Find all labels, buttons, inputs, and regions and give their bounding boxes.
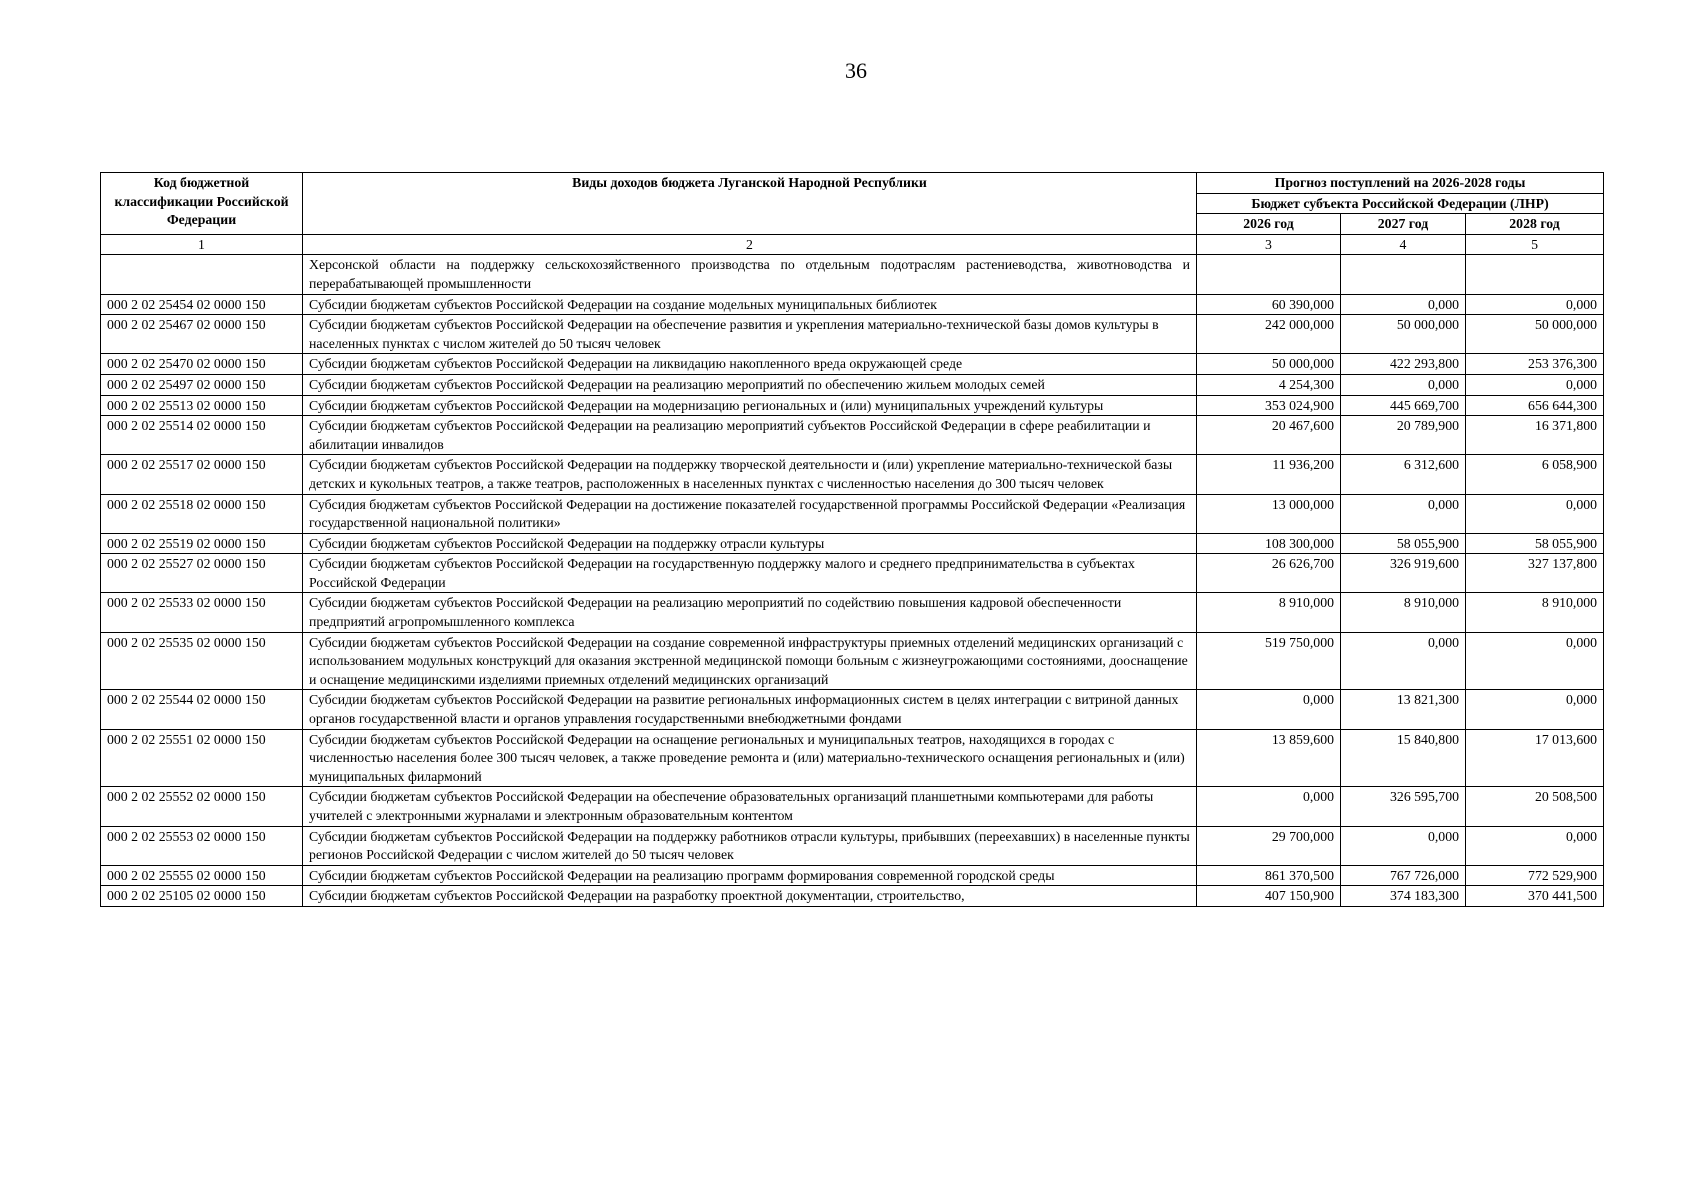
value-2027-cell: 0,000 [1341, 494, 1466, 533]
table-row [101, 294, 1604, 315]
table-row [101, 690, 1604, 729]
budget-code-cell: 000 2 02 25518 02 0000 150 [101, 494, 303, 533]
value-2026-cell: 20 467,600 [1197, 416, 1341, 455]
value-2027-cell: 58 055,900 [1341, 533, 1466, 554]
value-2028-cell: 772 529,900 [1466, 865, 1604, 886]
page-number: 36 [845, 58, 867, 83]
header-description-column: Виды доходов бюджета Луганской Народной Республики [303, 173, 1197, 235]
header-code-column: Код бюджетной классификации Российской Федерации [101, 173, 303, 235]
value-2027-cell: 0,000 [1341, 632, 1466, 690]
value-2028-cell: 0,000 [1466, 374, 1604, 395]
budget-code-cell: 000 2 02 25552 02 0000 150 [101, 787, 303, 826]
value-2028-cell: 656 644,300 [1466, 395, 1604, 416]
value-2026-cell: 26 626,700 [1197, 554, 1341, 593]
value-2026-cell: 11 936,200 [1197, 455, 1341, 494]
budget-code-cell: 000 2 02 25467 02 0000 150 [101, 315, 303, 354]
revenue-description-cell: Субсидии бюджетам субъектов Российской Федерации на поддержку отрасли культуры [303, 533, 1197, 554]
value-2027-cell: 326 919,600 [1341, 554, 1466, 593]
value-2028-cell: 20 508,500 [1466, 787, 1604, 826]
value-2027-cell: 767 726,000 [1341, 865, 1466, 886]
value-2028-cell: 0,000 [1466, 690, 1604, 729]
value-2027-cell: 0,000 [1341, 374, 1466, 395]
budget-code-cell [101, 255, 303, 294]
column-number: 3 [1197, 234, 1341, 255]
budget-code-cell: 000 2 02 25555 02 0000 150 [101, 865, 303, 886]
budget-code-cell: 000 2 02 25514 02 0000 150 [101, 416, 303, 455]
value-2026-cell: 29 700,000 [1197, 826, 1341, 865]
header-year-2027: 2027 год [1341, 214, 1466, 235]
budget-code-cell: 000 2 02 25454 02 0000 150 [101, 294, 303, 315]
value-2026-cell: 13 859,600 [1197, 729, 1341, 787]
budget-code-cell: 000 2 02 25551 02 0000 150 [101, 729, 303, 787]
value-2026-cell: 8 910,000 [1197, 593, 1341, 632]
revenue-description-cell: Субсидии бюджетам субъектов Российской Федерации на реализацию программ формирования современной городской среды [303, 865, 1197, 886]
table-row [101, 729, 1604, 787]
value-2027-cell [1341, 255, 1466, 294]
header-forecast: Прогноз поступлений на 2026-2028 годы [1197, 173, 1604, 194]
table-row [101, 865, 1604, 886]
value-2027-cell: 445 669,700 [1341, 395, 1466, 416]
column-numbers-row [101, 234, 1604, 255]
value-2026-cell: 519 750,000 [1197, 632, 1341, 690]
revenue-description-cell: Субсидии бюджетам субъектов Российской Федерации на реализацию мероприятий по содействию повышения кадровой обеспеченности предприятий агропромышленного комплекса [303, 593, 1197, 632]
table-row [101, 395, 1604, 416]
value-2026-cell [1197, 255, 1341, 294]
value-2027-cell: 15 840,800 [1341, 729, 1466, 787]
value-2027-cell: 8 910,000 [1341, 593, 1466, 632]
value-2027-cell: 50 000,000 [1341, 315, 1466, 354]
value-2026-cell: 50 000,000 [1197, 354, 1341, 375]
value-2028-cell: 0,000 [1466, 632, 1604, 690]
value-2028-cell [1466, 255, 1604, 294]
value-2026-cell: 13 000,000 [1197, 494, 1341, 533]
table-row [101, 632, 1604, 690]
value-2028-cell: 370 441,500 [1466, 886, 1604, 907]
revenue-description-cell: Субсидии бюджетам субъектов Российской Федерации на государственную поддержку малого и среднего предпринимательства в субъектах Российской Федерации [303, 554, 1197, 593]
table-body [101, 255, 1604, 907]
value-2028-cell: 50 000,000 [1466, 315, 1604, 354]
budget-code-cell: 000 2 02 25519 02 0000 150 [101, 533, 303, 554]
revenue-description-cell: Субсидии бюджетам субъектов Российской Федерации на разработку проектной документации, строительство, [303, 886, 1197, 907]
table-row [101, 533, 1604, 554]
value-2026-cell: 407 150,900 [1197, 886, 1341, 907]
revenue-description-cell: Субсидия бюджетам субъектов Российской Федерации на достижение показателей государственной программы Российской Федерации «Реализация государственной национальной политики» [303, 494, 1197, 533]
value-2026-cell: 0,000 [1197, 787, 1341, 826]
budget-code-cell: 000 2 02 25535 02 0000 150 [101, 632, 303, 690]
value-2027-cell: 374 183,300 [1341, 886, 1466, 907]
value-2027-cell: 20 789,900 [1341, 416, 1466, 455]
revenue-description-cell: Субсидии бюджетам субъектов Российской Федерации на создание модельных муниципальных библиотек [303, 294, 1197, 315]
revenue-description-cell: Субсидии бюджетам субъектов Российской Федерации на оснащение региональных и муниципальных театров, находящихся в городах с численностью населения более 300 тысяч человек, а также проведение ремонта и (или) материально-технического оснащения региональных и (или) муниципальных филармоний [303, 729, 1197, 787]
table-row [101, 886, 1604, 907]
value-2026-cell: 60 390,000 [1197, 294, 1341, 315]
value-2028-cell: 8 910,000 [1466, 593, 1604, 632]
table-row [101, 315, 1604, 354]
header-budget-subject: Бюджет субъекта Российской Федерации (ЛНР) [1197, 193, 1604, 214]
value-2027-cell: 422 293,800 [1341, 354, 1466, 375]
value-2028-cell: 0,000 [1466, 294, 1604, 315]
budget-code-cell: 000 2 02 25527 02 0000 150 [101, 554, 303, 593]
budget-revenue-table [100, 172, 1604, 907]
revenue-description-cell: Субсидии бюджетам субъектов Российской Федерации на реализацию мероприятий субъектов Российской Федерации в сфере реабилитации и абилитации инвалидов [303, 416, 1197, 455]
table-row [101, 255, 1604, 294]
value-2027-cell: 326 595,700 [1341, 787, 1466, 826]
column-number: 2 [303, 234, 1197, 255]
value-2028-cell: 327 137,800 [1466, 554, 1604, 593]
value-2028-cell: 0,000 [1466, 494, 1604, 533]
value-2028-cell: 16 371,800 [1466, 416, 1604, 455]
value-2028-cell: 17 013,600 [1466, 729, 1604, 787]
table-row [101, 416, 1604, 455]
header-year-2026: 2026 год [1197, 214, 1341, 235]
revenue-description-cell: Субсидии бюджетам субъектов Российской Федерации на поддержку работников отрасли культуры, прибывших (переехавших) в населенные пункты регионов Российской Федерации с числом жителей до 50 тысяч человек [303, 826, 1197, 865]
header-year-2028: 2028 год [1466, 214, 1604, 235]
column-number: 4 [1341, 234, 1466, 255]
table-row [101, 593, 1604, 632]
revenue-description-cell: Субсидии бюджетам субъектов Российской Федерации на обеспечение развития и укрепления материально-технической базы домов культуры в населенных пунктах с числом жителей до 50 тысяч человек [303, 315, 1197, 354]
column-number: 5 [1466, 234, 1604, 255]
value-2026-cell: 4 254,300 [1197, 374, 1341, 395]
table-row [101, 787, 1604, 826]
value-2026-cell: 108 300,000 [1197, 533, 1341, 554]
revenue-description-cell: Субсидии бюджетам субъектов Российской Федерации на реализацию мероприятий по обеспечению жильем молодых семей [303, 374, 1197, 395]
table-row [101, 494, 1604, 533]
revenue-description-cell: Субсидии бюджетам субъектов Российской Федерации на поддержку творческой деятельности и (или) укрепление материально-технической базы детских и кукольных театров, а также театров, расположенных в населенных пунктах с численностью населения до 300 тысяч человек [303, 455, 1197, 494]
table-row [101, 455, 1604, 494]
budget-code-cell: 000 2 02 25533 02 0000 150 [101, 593, 303, 632]
value-2028-cell: 6 058,900 [1466, 455, 1604, 494]
table-row [101, 374, 1604, 395]
value-2028-cell: 58 055,900 [1466, 533, 1604, 554]
budget-code-cell: 000 2 02 25497 02 0000 150 [101, 374, 303, 395]
revenue-description-cell: Субсидии бюджетам субъектов Российской Федерации на создание современной инфраструктуры приемных отделений медицинских организаций с использованием модульных конструкций для оказания экстренной медицинской помощи больным с жизнеугрожающими состояниями, дооснащение и оснащение медицинскими изделиями приемных отделений медицинских организаций [303, 632, 1197, 690]
budget-code-cell: 000 2 02 25517 02 0000 150 [101, 455, 303, 494]
value-2026-cell: 0,000 [1197, 690, 1341, 729]
value-2027-cell: 0,000 [1341, 294, 1466, 315]
value-2026-cell: 861 370,500 [1197, 865, 1341, 886]
revenue-description-cell: Субсидии бюджетам субъектов Российской Федерации на развитие региональных информационных систем в целях интеграции с витриной данных органов государственной власти и органов управления государственными внебюджетными фондами [303, 690, 1197, 729]
table-row [101, 826, 1604, 865]
value-2028-cell: 253 376,300 [1466, 354, 1604, 375]
budget-code-cell: 000 2 02 25470 02 0000 150 [101, 354, 303, 375]
budget-code-cell: 000 2 02 25553 02 0000 150 [101, 826, 303, 865]
budget-code-cell: 000 2 02 25513 02 0000 150 [101, 395, 303, 416]
budget-code-cell: 000 2 02 25105 02 0000 150 [101, 886, 303, 907]
value-2026-cell: 353 024,900 [1197, 395, 1341, 416]
column-number: 1 [101, 234, 303, 255]
table-row [101, 554, 1604, 593]
table-row [101, 354, 1604, 375]
value-2026-cell: 242 000,000 [1197, 315, 1341, 354]
revenue-description-cell: Херсонской области на поддержку сельскохозяйственного производства по отдельным подотраслям растениеводства, животноводства и перерабатывающей промышленности [303, 255, 1197, 294]
value-2027-cell: 13 821,300 [1341, 690, 1466, 729]
revenue-description-cell: Субсидии бюджетам субъектов Российской Федерации на обеспечение образовательных организаций планшетными компьютерами для работы учителей с электронными журналами и электронным образовательным контентом [303, 787, 1197, 826]
revenue-description-cell: Субсидии бюджетам субъектов Российской Федерации на модернизацию региональных и (или) муниципальных учреждений культуры [303, 395, 1197, 416]
value-2027-cell: 0,000 [1341, 826, 1466, 865]
value-2028-cell: 0,000 [1466, 826, 1604, 865]
revenue-description-cell: Субсидии бюджетам субъектов Российской Федерации на ликвидацию накопленного вреда окружающей среде [303, 354, 1197, 375]
budget-code-cell: 000 2 02 25544 02 0000 150 [101, 690, 303, 729]
value-2027-cell: 6 312,600 [1341, 455, 1466, 494]
